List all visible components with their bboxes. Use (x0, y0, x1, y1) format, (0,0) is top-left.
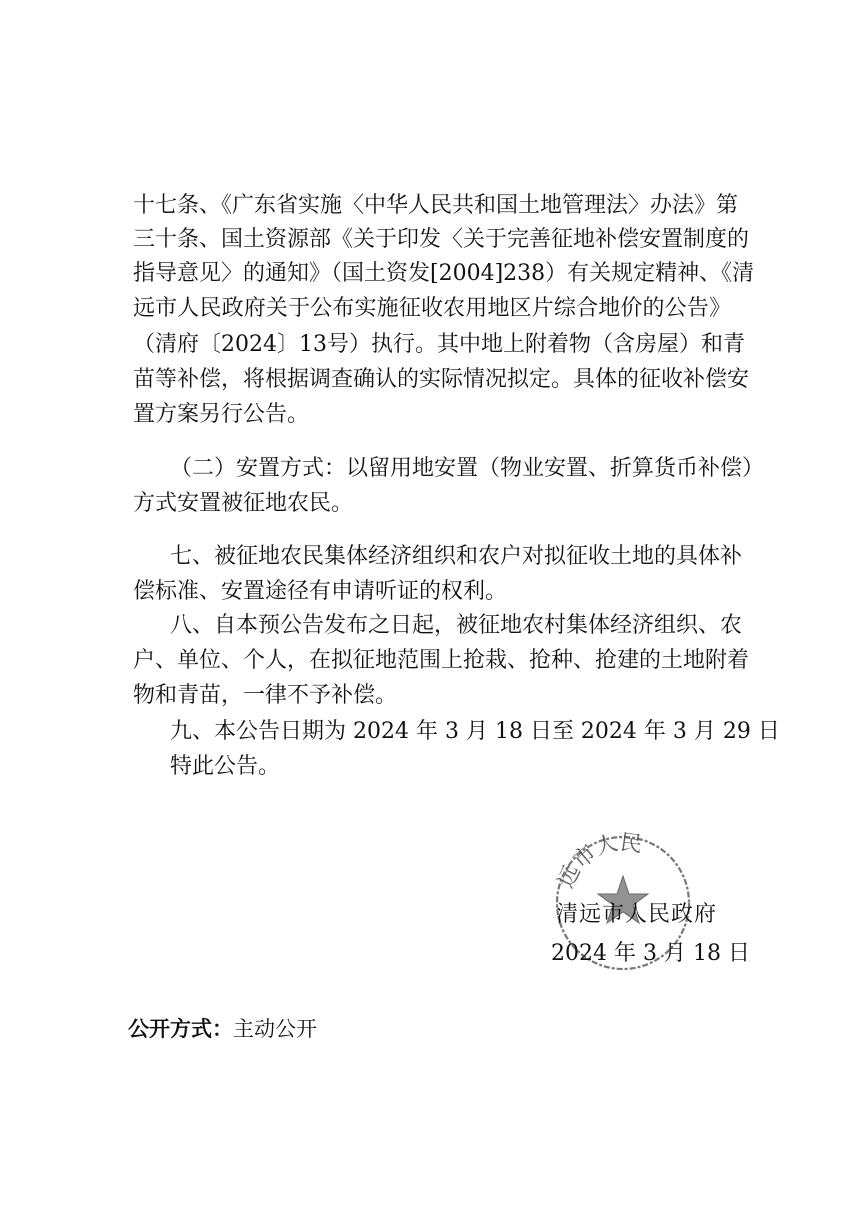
disclosure-value: 主动公开 (233, 1017, 317, 1041)
paragraph-nine-dates: 九、本公告日期为 2024 年 3 月 18 日至 2024 年 3 月 29 日 (170, 719, 780, 744)
body-line: 远市人民政府关于公布实施征收农用地区片综合地价的公告》 (133, 296, 731, 321)
disclosure-label: 公开方式： (128, 1017, 233, 1041)
paragraph-resettlement-method: （二）安置方式：以留用地安置（物业安置、折算货币补偿） (170, 456, 765, 481)
seal-text: 远市人民 (553, 830, 644, 893)
body-line: （清府〔2024〕13号）执行。其中地上附着物（含房屋）和青 (133, 332, 745, 357)
closing-statement: 特此公告。 (170, 754, 281, 779)
issuing-organization: 清远市人民政府 (556, 902, 716, 927)
svg-text:远市人民 (554, 830, 644, 892)
body-line: 置方案另行公告。 (133, 402, 310, 427)
body-line: 十七条、《广东省实施〈中华人民共和国土地管理法〉办法》第 (133, 193, 739, 218)
paragraph-seven: 七、被征地农民集体经济组织和农户对拟征收土地的具体补 (170, 544, 743, 569)
body-line: 指导意见〉的通知》（国土资发[2004]238）有关规定精神、《清 (133, 261, 755, 286)
body-line: 方式安置被征地农民。 (133, 491, 354, 516)
paragraph-eight: 八、自本预公告发布之日起，被征地农村集体经济组织、农 (170, 613, 743, 638)
body-line: 三十条、国土资源部《关于印发〈关于完善征地补偿安置制度的 (133, 227, 750, 252)
issue-date: 2024 年 3 月 18 日 (551, 941, 750, 966)
body-line: 物和青苗，一律不予补偿。 (133, 683, 398, 708)
body-line: 苗等补偿，将根据调查确认的实际情况拟定。具体的征收补偿安 (133, 367, 750, 392)
disclosure-method (128, 1012, 317, 1046)
body-line: 户、单位、个人，在拟征地范围上抢栽、抢种、抢建的土地附着 (133, 648, 750, 673)
body-line: 偿标准、安置途径有申请听证的权利。 (133, 579, 508, 604)
